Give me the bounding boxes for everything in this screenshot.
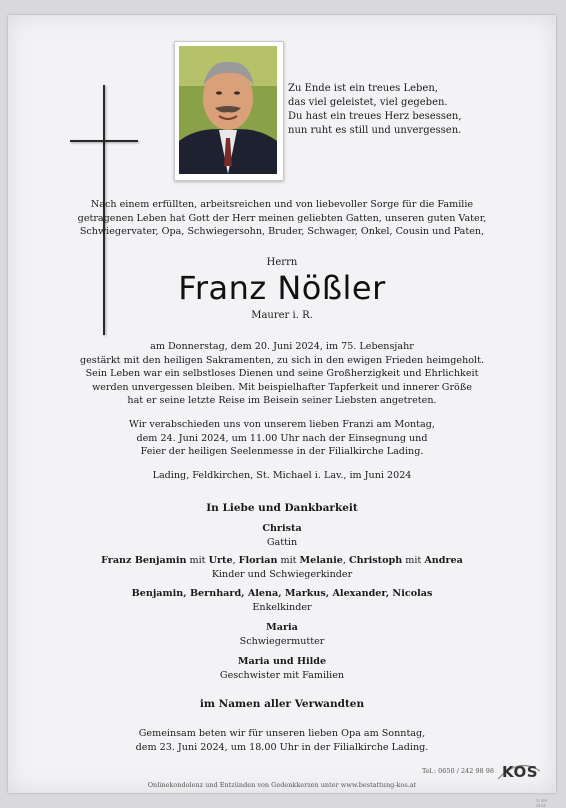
portrait-image	[179, 46, 277, 174]
family-children	[8, 554, 556, 581]
prayer-text	[8, 727, 556, 755]
joiner: ,	[232, 555, 239, 566]
children-role: Kinder und Schwiegerkinder	[211, 568, 353, 580]
death-line: hat er seine letzte Reise im Beisein seiner Liebsten angetreten.	[127, 395, 437, 407]
occupation: Maurer i. R.	[251, 310, 313, 321]
farewell-text	[8, 418, 556, 459]
death-notice-text	[8, 340, 556, 408]
place-date	[8, 469, 556, 483]
intro-line: Schwiegervater, Opa, Schwiegersohn, Bruder, Schwager, Onkel, Cousin und Paten,	[79, 226, 485, 238]
relatives-line: im Namen aller Verwandten	[199, 698, 365, 710]
mother-in-law-name: Maria	[266, 622, 298, 633]
child-name: Florian	[238, 555, 278, 566]
portrait-frame	[174, 41, 284, 181]
death-line: gestärkt mit den heiligen Sakramenten, zu sich in den ewigen Frieden heimgeholt.	[79, 354, 485, 366]
child-name: Andrea	[424, 555, 463, 566]
farewell-line: dem 24. Juni 2024, um 11.00 Uhr nach der Einsegnung und	[136, 432, 428, 444]
prayer-line: Gemeinsam beten wir für unseren lieben Opa am Sonntag,	[138, 728, 426, 739]
family-siblings	[8, 655, 556, 682]
mother-in-law-role: Schwiegermutter	[239, 635, 325, 647]
intro-line: getragenen Leben hat Gott der Herr meinen geliebten Gatten, unseren guten Vater,	[77, 212, 487, 224]
intro-line: Nach einem erfüllten, arbeitsreichen und von liebevoller Sorge für die Familie	[90, 199, 474, 210]
child-name: Christoph	[348, 555, 403, 566]
siblings-role: Geschwister mit Familien	[219, 669, 345, 681]
funeral-home-logo: KOS	[502, 763, 539, 781]
death-line: am Donnerstag, dem 20. Juni 2024, im 75. Lebensjahr	[150, 341, 414, 352]
children-names	[8, 554, 556, 568]
poem-line: Du hast ein treues Herz besessen,	[288, 111, 462, 122]
joiner: ,	[342, 555, 349, 566]
joiner: mit	[277, 555, 300, 566]
family-mother-in-law	[8, 621, 556, 648]
portrait-photo	[179, 46, 277, 174]
obituary-card	[8, 15, 556, 808]
family-spouse	[8, 522, 556, 549]
spouse-role: Gattin	[266, 536, 298, 548]
spouse-name: Christa	[262, 523, 302, 534]
family-grandchildren	[8, 587, 556, 614]
child-name: Urte	[208, 555, 233, 566]
death-line: Sein Leben war ein selbstloses Dienen und seine Großherzigkeit und Ehrlichkeit	[85, 368, 479, 380]
prayer-line: dem 23. Juni 2024, um 18.00 Uhr in der Filialkirche Lading.	[135, 742, 429, 753]
child-name: Franz Benjamin	[101, 555, 187, 566]
grandchildren-names: Benjamin, Bernhard, Alena, Markus, Alexander, Nicolas	[131, 588, 433, 599]
mourning-title: In Liebe und Dankbarkeit	[206, 502, 358, 514]
poem	[288, 82, 462, 138]
online-condolence-link[interactable]: Onlinekondolenz und Entzünden von Gedenkkerzen unter www.bestattung-kos.at	[147, 781, 417, 789]
siblings-names: Maria und Hilde	[237, 656, 327, 667]
poem-line: das viel geleistet, viel gegeben.	[288, 97, 448, 108]
farewell-line: Feier der heiligen Seelenmesse in der Filialkirche Lading.	[140, 446, 424, 458]
grandchildren-role: Enkelkinder	[252, 601, 312, 613]
child-name: Melanie	[299, 555, 343, 566]
farewell-line: Wir verabschieden uns von unserem lieben Franzi am Montag,	[129, 419, 435, 430]
deceased-name: Franz Nößler	[178, 269, 386, 307]
intro-text	[8, 198, 556, 239]
joiner: mit	[186, 555, 209, 566]
credit: © EP-9181	[536, 798, 549, 808]
joiner: mit	[402, 555, 425, 566]
cross-icon-bar	[70, 140, 138, 142]
death-line: werden unvergessen bleiben. Mit beispielhafter Tapferkeit und innerer Größe	[92, 381, 472, 393]
poem-line: nun ruht es still und unvergessen.	[288, 125, 462, 136]
salutation: Herrn	[266, 257, 298, 268]
poem-line: Zu Ende ist ein treues Leben,	[288, 83, 438, 94]
phone-number: Tel.: 0650 / 242 98 98	[422, 767, 495, 775]
place-date-line: Lading, Feldkirchen, St. Michael i. Lav., im Juni 2024	[152, 470, 412, 481]
